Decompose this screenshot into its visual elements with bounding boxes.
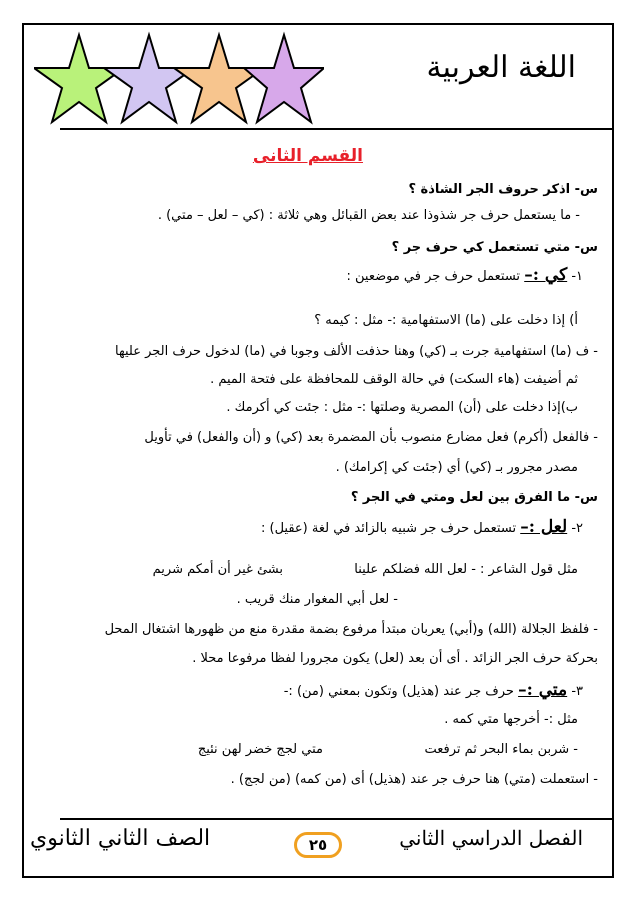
star-icon [34,35,124,122]
footer-divider [60,818,614,820]
mata-heading [284,680,583,700]
page-number-badge: ٢٥ [294,832,342,858]
laal-text: تستعمل حرف جر شبيه بالزائد في لغة (عقيل) : [261,521,517,536]
poem-2: - لعل أبي المغوار منك قريب . [236,592,398,607]
poem-1-second-half: بشئ غير أن أمكم شريم [152,562,283,577]
poem-3-first-half: - شربن بماء البحر ثم ترفعت [424,742,578,757]
kay-number: ١- [571,269,583,284]
explanation-fi1: - فالفعل (أكرم) فعل مضارع منصوب بأن المضمرة بعد (كي) و (أن والفعل) في تأويل [144,430,598,445]
laal-number: ٢- [571,521,583,536]
lafz-explanation-2: بحركة حرف الجر الزائد . أى أن بعد (لعل) يكون مجرورا لفظا مرفوعا محلا . [192,651,598,666]
lafz-explanation-1: - فلفظ الجلالة (الله) و(أبي) يعربان مبتدأ مرفوع بضمة مقدرة منع من ظهورها اشتغال المحل [104,622,598,637]
star-icon [174,35,264,122]
answer-1: - ما يستعمل حرف جر شذوذا عند بعض القبائل وهي ثلاثة : (كي – لعل – متي) . [157,208,580,223]
item-b: ب)إذا دخلت على (أن) المصرية وصلتها :- مثل : جئت كي أكرمك . [226,400,578,415]
stars-decoration [34,30,324,130]
explanation-fi2: مصدر مجرور بـ (كي) أي (جئت كي إكرامك) . [335,460,578,475]
section-title: القسم الثانى [252,146,363,166]
kay-heading [346,265,583,285]
footer-grade: الصف الثاني الثانوي [30,826,211,851]
item-a: أ) إذا دخلت على (ما) الاستفهامية :- مثل : كيمه ؟ [314,313,578,328]
laal-keyword: لعل :– [520,517,568,537]
mata-text: حرف جر عند (هذيل) وتكون بمعني (من) :- [283,684,514,699]
title-divider [60,128,614,130]
poem-3-second-half: متي لجج خضر لهن نئيج [197,742,323,757]
laal-heading [261,517,583,537]
question-2: س- متي تستعمل كي حرف جر ؟ [391,240,598,255]
star-icon [244,35,324,122]
poem-1-first-half: مثل قول الشاعر : - لعل الله فضلكم علينا [354,562,578,577]
explanation-f1: - ف (ما) استفهامية جرت بـ (كي) وهنا حذفت الألف وجوبا في (ما) لدخول حرف الجر عليها [115,344,598,359]
star-icon [104,35,194,122]
question-3: س- ما الفرق بين لعل ومتي في الجر ؟ [350,490,598,505]
page-title: اللغة العربية [426,50,576,85]
question-1: س- اذكر حروف الجر الشاذة ؟ [408,182,598,197]
kay-keyword: كي :– [524,265,568,285]
kay-text: تستعمل حرف جر في موضعين : [346,269,521,284]
mata-number: ٣- [571,684,583,699]
explanation-f2: ثم أضيفت (هاء السكت) في حالة الوقف للمحافظة على فتحة الميم . [210,372,578,387]
mata-keyword: متي :– [518,680,568,700]
footer-semester: الفصل الدراسي الثاني [399,826,583,850]
last-line: - استعملت (متي) هنا حرف جر عند (هذيل) أى (من كمه) (من لجج) . [230,772,598,787]
example: مثل :- أخرجها متي كمه . [444,712,578,727]
